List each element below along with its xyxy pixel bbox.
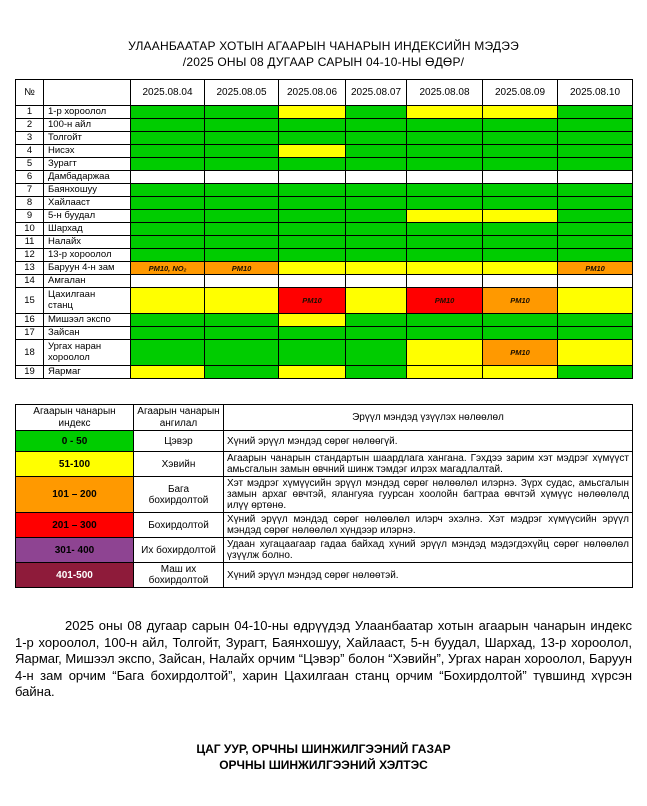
station-name: 100-н айл — [44, 119, 131, 132]
aqi-cell-green — [483, 327, 558, 340]
legend-row — [16, 563, 633, 588]
legend-table — [15, 404, 633, 588]
legend-range-orange: 101 – 200 — [16, 477, 134, 513]
table-row — [16, 223, 633, 236]
table-row — [16, 327, 633, 340]
aqi-cell-green — [407, 223, 483, 236]
date-column-header: 2025.08.09 — [483, 80, 558, 106]
aqi-cell-yellow — [131, 288, 205, 314]
aqi-cell-green — [346, 106, 407, 119]
aqi-cell-green — [205, 340, 279, 366]
station-name: Нисэх — [44, 145, 131, 158]
station-column-header — [44, 80, 131, 106]
aqi-cell-green — [407, 327, 483, 340]
aqi-cell-yellow — [407, 340, 483, 366]
aqi-cell-green — [346, 327, 407, 340]
aqi-cell-green — [483, 314, 558, 327]
aqi-cell-yellow — [279, 262, 346, 275]
legend-range-maroon: 401-500 — [16, 563, 134, 588]
date-column-header: 2025.08.04 — [131, 80, 205, 106]
legend-row — [16, 477, 633, 513]
aqi-cell-green — [131, 158, 205, 171]
aqi-cell-empty — [279, 275, 346, 288]
aqi-cell-green — [205, 236, 279, 249]
row-number: 6 — [16, 171, 44, 184]
legend-header-effect: Эрүүл мэндэд үзүүлэх нөлөөлөл — [224, 405, 633, 431]
aqi-cell-green — [407, 184, 483, 197]
aqi-cell-green — [407, 158, 483, 171]
aqi-cell-green — [483, 249, 558, 262]
aqi-cell-green — [205, 223, 279, 236]
legend-row — [16, 538, 633, 563]
legend-range-green: 0 - 50 — [16, 431, 134, 452]
legend-description: Хүний эрүүл мэндэд сөрөг нөлөөтэй. — [224, 563, 633, 588]
aqi-cell-orange: PM10 — [483, 340, 558, 366]
aqi-cell-green — [205, 145, 279, 158]
table-row — [16, 210, 633, 223]
aqi-cell-green — [279, 132, 346, 145]
aqi-cell-green — [483, 236, 558, 249]
table-row — [16, 145, 633, 158]
legend-category: Бага бохирдолтой — [134, 477, 224, 513]
aqi-cell-green — [483, 132, 558, 145]
aqi-cell-orange: PM10 — [558, 262, 633, 275]
station-name: 1-р хороолол — [44, 106, 131, 119]
aqi-cell-green — [205, 158, 279, 171]
aqi-cell-green — [558, 223, 633, 236]
station-name: Дамбадаржаа — [44, 171, 131, 184]
legend-row — [16, 431, 633, 452]
corner-header: № — [16, 80, 44, 106]
aqi-cell-empty — [131, 275, 205, 288]
aqi-cell-green — [558, 249, 633, 262]
aqi-cell-green — [346, 145, 407, 158]
table-row — [16, 275, 633, 288]
aqi-cell-green — [131, 197, 205, 210]
aqi-cell-yellow — [407, 262, 483, 275]
station-name: Толгойт — [44, 132, 131, 145]
table-row — [16, 184, 633, 197]
station-name: Баянхошуу — [44, 184, 131, 197]
legend-header-index: Агаарын чанарын индекс — [16, 405, 134, 431]
table-row — [16, 262, 633, 275]
legend-category: Их бохирдолтой — [134, 538, 224, 563]
table-row — [16, 106, 633, 119]
legend-description: Хүний эрүүл мэндэд сөрөг нөлөөлөл илэрч эхэлнэ. Хэт мэдрэг хүмүүсийн эрүүл мэндэд сөрөг нөлөөлөл хүндээр илэрнэ. — [224, 513, 633, 538]
station-name: Шархад — [44, 223, 131, 236]
aqi-cell-green — [279, 158, 346, 171]
row-number: 5 — [16, 158, 44, 171]
legend-description: Хүний эрүүл мэндэд сөрөг нөлөөгүй. — [224, 431, 633, 452]
aqi-cell-yellow — [205, 288, 279, 314]
aqi-cell-green — [279, 119, 346, 132]
aqi-cell-green — [346, 366, 407, 379]
station-name: Баруун 4-н зам — [44, 262, 131, 275]
aqi-cell-yellow — [558, 340, 633, 366]
row-number: 12 — [16, 249, 44, 262]
aqi-cell-empty — [483, 171, 558, 184]
row-number: 13 — [16, 262, 44, 275]
table-row — [16, 366, 633, 379]
aqi-cell-green — [279, 327, 346, 340]
title-line-1: УЛААНБААТАР ХОТЫН АГААРЫН ЧАНАРЫН ИНДЕКСИЙН МЭДЭЭ — [128, 39, 519, 53]
footer — [15, 741, 632, 773]
aqi-cell-green — [205, 314, 279, 327]
row-number: 17 — [16, 327, 44, 340]
aqi-cell-empty — [131, 171, 205, 184]
aqi-cell-yellow — [558, 288, 633, 314]
row-number: 14 — [16, 275, 44, 288]
aqi-cell-green — [131, 340, 205, 366]
aqi-cell-empty — [407, 171, 483, 184]
station-name: Амгалан — [44, 275, 131, 288]
aqi-cell-green — [558, 145, 633, 158]
aqi-cell-yellow — [407, 106, 483, 119]
table-row — [16, 340, 633, 366]
aqi-cell-green — [483, 184, 558, 197]
page-title — [15, 38, 632, 70]
station-name: Зурагт — [44, 158, 131, 171]
aqi-cell-green — [558, 184, 633, 197]
aqi-cell-green — [131, 132, 205, 145]
aqi-cell-green — [346, 210, 407, 223]
aqi-cell-green — [558, 366, 633, 379]
legend-header-row — [16, 405, 633, 431]
table-row — [16, 158, 633, 171]
station-name: Налайх — [44, 236, 131, 249]
table-row — [16, 288, 633, 314]
date-column-header: 2025.08.07 — [346, 80, 407, 106]
aqi-cell-green — [558, 119, 633, 132]
aqi-cell-green — [407, 314, 483, 327]
aqi-cell-green — [205, 249, 279, 262]
aqi-cell-green — [346, 158, 407, 171]
aqi-cell-green — [346, 119, 407, 132]
aqi-cell-yellow — [483, 106, 558, 119]
aqi-cell-green — [279, 223, 346, 236]
aqi-cell-green — [205, 210, 279, 223]
aqi-cell-yellow — [407, 210, 483, 223]
aqi-cell-orange: PM10 — [205, 262, 279, 275]
row-number: 19 — [16, 366, 44, 379]
aqi-cell-green — [407, 119, 483, 132]
date-column-header: 2025.08.05 — [205, 80, 279, 106]
legend-description: Хэт мэдрэг хүмүүсийн эрүүл мэндэд сөрөг нөлөөлөл илэрнэ. Зүрх судас, амьсгалын замын архаг өвчтэй, ялангуяа гуурсан хоолойн багтраа өвчтэй хүмүүс нөлөөлөлд илүү өртөнө. — [224, 477, 633, 513]
station-name: Мишээл экспо — [44, 314, 131, 327]
aqi-cell-green — [279, 236, 346, 249]
table-row — [16, 249, 633, 262]
aqi-cell-yellow — [279, 314, 346, 327]
aqi-cell-green — [483, 158, 558, 171]
station-name: Цахилгаан станц — [44, 288, 131, 314]
aqi-cell-empty — [346, 275, 407, 288]
table-row — [16, 197, 633, 210]
aqi-cell-green — [407, 145, 483, 158]
footer-line-2: ОРЧНЫ ШИНЖИЛГЭЭНИЙ ХЭЛТЭС — [219, 757, 428, 772]
aqi-cell-green — [558, 132, 633, 145]
row-number: 7 — [16, 184, 44, 197]
aqi-table — [15, 79, 633, 379]
aqi-cell-green — [346, 249, 407, 262]
aqi-cell-green — [279, 340, 346, 366]
aqi-cell-empty — [205, 171, 279, 184]
aqi-cell-green — [205, 184, 279, 197]
aqi-cell-yellow — [483, 366, 558, 379]
station-name: Зайсан — [44, 327, 131, 340]
station-name: 13-р хороолол — [44, 249, 131, 262]
row-number: 18 — [16, 340, 44, 366]
aqi-header-row — [16, 80, 633, 106]
aqi-cell-yellow — [483, 262, 558, 275]
legend-category: Хэвийн — [134, 452, 224, 477]
aqi-cell-empty — [558, 275, 633, 288]
aqi-cell-green — [205, 327, 279, 340]
table-row — [16, 314, 633, 327]
aqi-cell-green — [131, 223, 205, 236]
aqi-cell-empty — [205, 275, 279, 288]
aqi-cell-green — [407, 197, 483, 210]
aqi-cell-green — [558, 210, 633, 223]
aqi-cell-green — [131, 314, 205, 327]
legend-row — [16, 452, 633, 477]
aqi-cell-red: PM10 — [407, 288, 483, 314]
legend-description: Удаан хугацаагаар гадаа байхад хүний эрүүл мэндэд мэдэгдэхүйц сөрөг нөлөөлөл үзүүлж болно. — [224, 538, 633, 563]
aqi-cell-green — [558, 158, 633, 171]
aqi-cell-green — [131, 249, 205, 262]
aqi-cell-yellow — [483, 210, 558, 223]
row-number: 3 — [16, 132, 44, 145]
row-number: 9 — [16, 210, 44, 223]
aqi-cell-green — [131, 184, 205, 197]
aqi-cell-yellow — [131, 366, 205, 379]
station-name: Хайлааст — [44, 197, 131, 210]
aqi-cell-green — [558, 327, 633, 340]
aqi-cell-green — [205, 197, 279, 210]
legend-category: Бохирдолтой — [134, 513, 224, 538]
aqi-cell-green — [131, 327, 205, 340]
aqi-cell-green — [346, 223, 407, 236]
station-name: Яармаг — [44, 366, 131, 379]
aqi-cell-green — [558, 314, 633, 327]
aqi-cell-orange: PM10, NO₂ — [131, 262, 205, 275]
aqi-cell-yellow — [346, 262, 407, 275]
aqi-cell-empty — [346, 171, 407, 184]
legend-header-category: Агаарын чанарын ангилал — [134, 405, 224, 431]
aqi-cell-green — [483, 197, 558, 210]
summary-paragraph: 2025 оны 08 дугаар сарын 04-10-ны өдрүүдэд Улаанбаатар хотын агаарын чанарын индекс 1-р хороолол, 100-н айл, Толгойт, Зурагт, Баянхошуу, Хайлааст, 5-н буудал, Шархад, 13-р хороолол, Яармаг, Мишээл экспо, Зайсан, Налайх орчим “Цэвэр” болон “Хэвийн”, Ургах наран хороолол, Баруун 4-н зам орчим “Бага бохирдолтой”, харин Цахилгаан станц орчим “Бохирдолтой” түвшинд хүрсэн байна. — [15, 618, 632, 699]
row-number: 10 — [16, 223, 44, 236]
legend-range-purple: 301- 400 — [16, 538, 134, 563]
aqi-cell-green — [205, 106, 279, 119]
aqi-cell-green — [279, 184, 346, 197]
aqi-cell-orange: PM10 — [483, 288, 558, 314]
row-number: 16 — [16, 314, 44, 327]
aqi-cell-green — [131, 210, 205, 223]
aqi-cell-green — [483, 145, 558, 158]
date-column-header: 2025.08.10 — [558, 80, 633, 106]
station-name: 5-н буудал — [44, 210, 131, 223]
aqi-cell-empty — [483, 275, 558, 288]
aqi-cell-empty — [558, 171, 633, 184]
legend-range-red: 201 – 300 — [16, 513, 134, 538]
station-name: Ургах наран хороолол — [44, 340, 131, 366]
table-row — [16, 171, 633, 184]
table-row — [16, 236, 633, 249]
aqi-cell-empty — [279, 171, 346, 184]
aqi-cell-green — [346, 314, 407, 327]
footer-line-1: ЦАГ УУР, ОРЧНЫ ШИНЖИЛГЭЭНИЙ ГАЗАР — [196, 741, 451, 756]
date-column-header: 2025.08.08 — [407, 80, 483, 106]
row-number: 4 — [16, 145, 44, 158]
aqi-cell-yellow — [279, 145, 346, 158]
row-number: 15 — [16, 288, 44, 314]
aqi-cell-green — [558, 197, 633, 210]
aqi-cell-green — [483, 119, 558, 132]
table-row — [16, 119, 633, 132]
aqi-cell-green — [346, 340, 407, 366]
title-line-2: /2025 ОНЫ 08 ДУГААР САРЫН 04-10-НЫ ӨДӨР/ — [182, 55, 465, 69]
aqi-cell-green — [131, 145, 205, 158]
aqi-cell-green — [407, 236, 483, 249]
row-number: 1 — [16, 106, 44, 119]
aqi-cell-green — [483, 223, 558, 236]
aqi-cell-green — [131, 236, 205, 249]
legend-category: Маш их бохирдолтой — [134, 563, 224, 588]
row-number: 11 — [16, 236, 44, 249]
aqi-cell-green — [346, 132, 407, 145]
aqi-cell-red: PM10 — [279, 288, 346, 314]
aqi-cell-green — [131, 119, 205, 132]
aqi-cell-green — [279, 210, 346, 223]
legend-row — [16, 513, 633, 538]
aqi-cell-green — [279, 249, 346, 262]
aqi-cell-yellow — [279, 106, 346, 119]
aqi-cell-green — [205, 366, 279, 379]
aqi-cell-green — [279, 197, 346, 210]
aqi-cell-green — [407, 249, 483, 262]
legend-description: Агаарын чанарын стандартын шаардлага хангана. Гэхдээ зарим хэт мэдрэг хүмүүст амьсгалын замын өвчний шинж тэмдэг илрэх магадлалтай. — [224, 452, 633, 477]
aqi-cell-yellow — [279, 366, 346, 379]
aqi-cell-green — [205, 132, 279, 145]
row-number: 8 — [16, 197, 44, 210]
aqi-cell-green — [205, 119, 279, 132]
aqi-cell-green — [346, 236, 407, 249]
aqi-cell-green — [346, 197, 407, 210]
aqi-cell-green — [558, 236, 633, 249]
aqi-cell-green — [346, 184, 407, 197]
date-column-header: 2025.08.06 — [279, 80, 346, 106]
aqi-cell-green — [131, 106, 205, 119]
legend-table-body — [16, 431, 633, 588]
aqi-cell-yellow — [346, 288, 407, 314]
aqi-cell-yellow — [407, 366, 483, 379]
table-row — [16, 132, 633, 145]
legend-range-yellow: 51-100 — [16, 452, 134, 477]
aqi-cell-green — [407, 132, 483, 145]
aqi-cell-green — [558, 106, 633, 119]
legend-category: Цэвэр — [134, 431, 224, 452]
aqi-cell-empty — [407, 275, 483, 288]
row-number: 2 — [16, 119, 44, 132]
aqi-table-body — [16, 106, 633, 379]
